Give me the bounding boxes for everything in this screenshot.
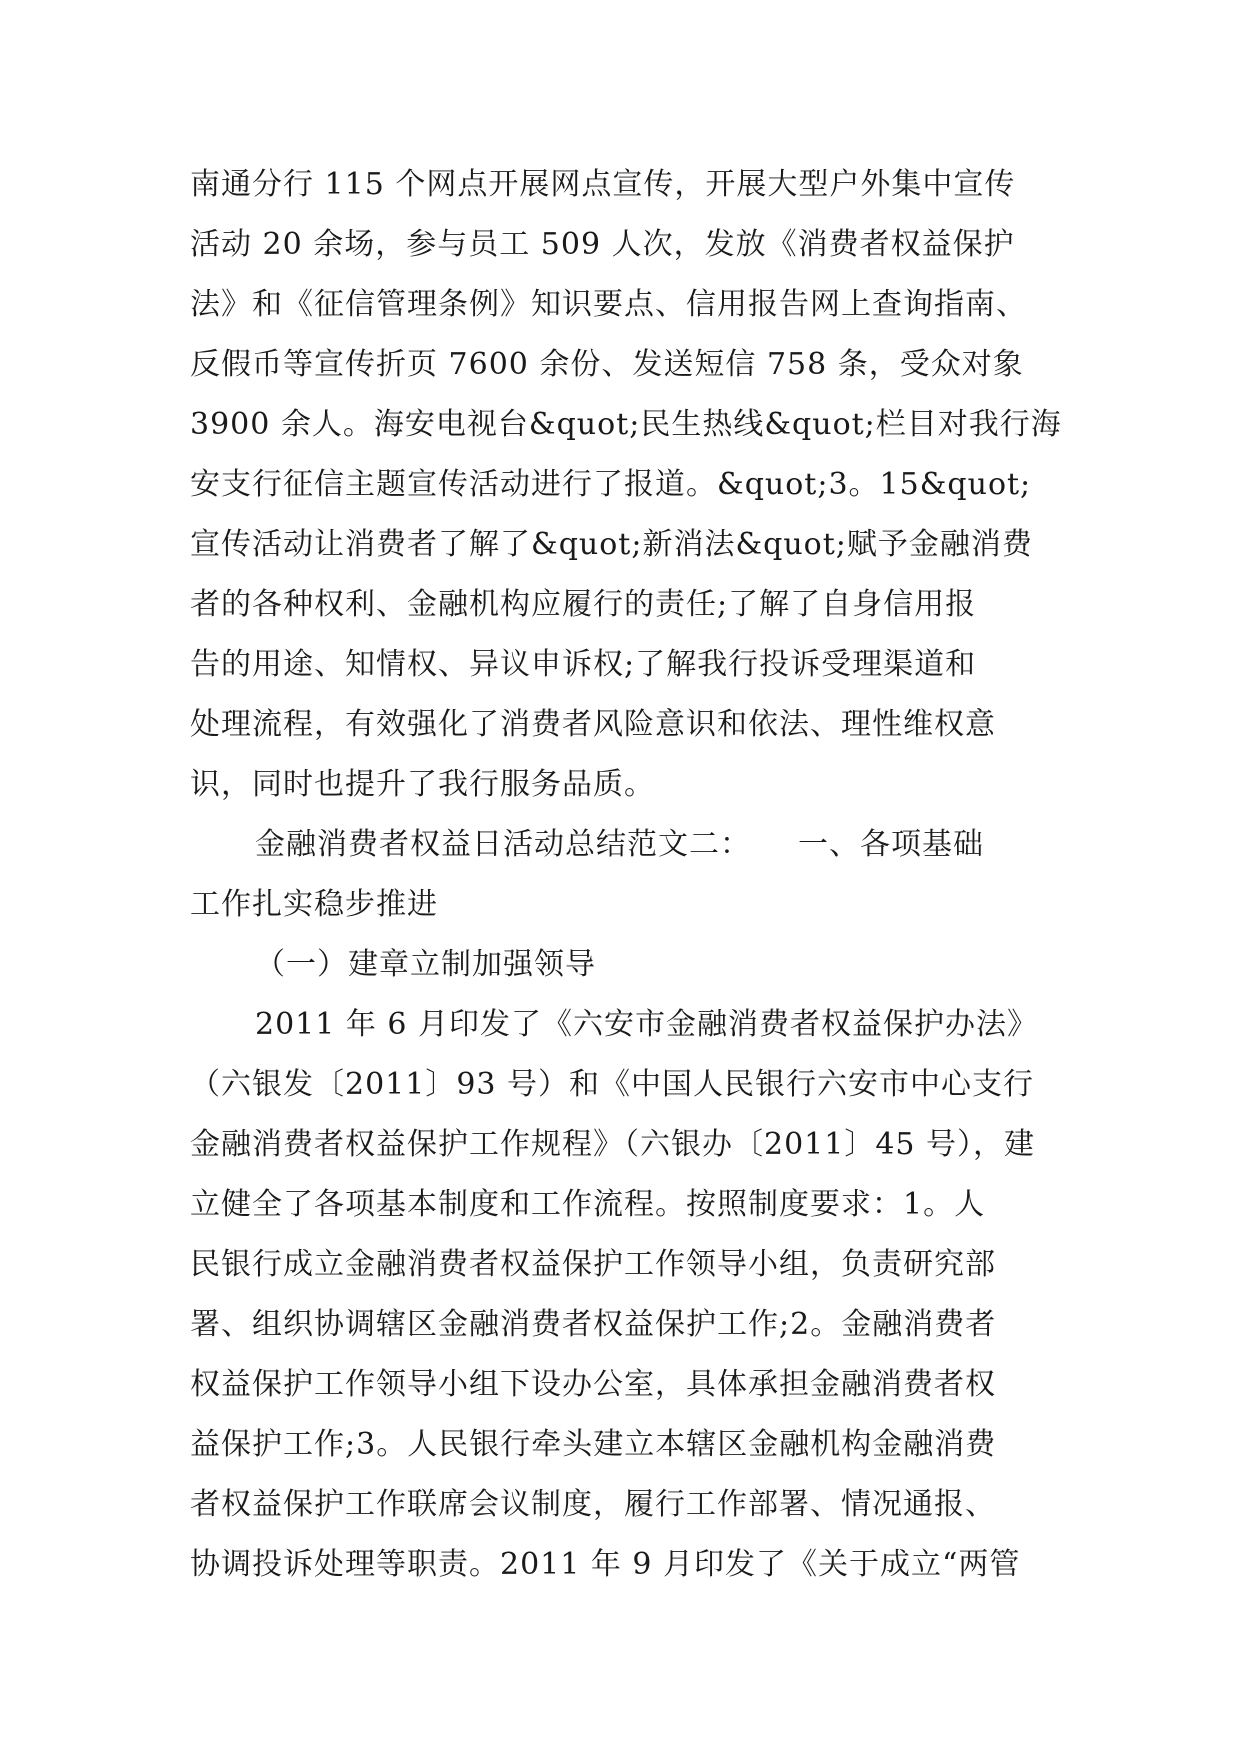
text-line: 反假币等宣传折页 7600 余份、发送短信 758 条，受众对象: [190, 347, 1024, 382]
text-line: 金融消费者权益保护工作规程》（六银办〔2011〕45 号），建: [190, 1127, 1036, 1162]
text-line: 权益保护工作领导小组下设办公室，具体承担金融消费者权: [190, 1367, 996, 1402]
subsection-heading: （一）建章立制加强领导: [255, 947, 596, 982]
text-line: （六银发〔2011〕93 号）和《中国人民银行六安市中心支行: [190, 1067, 1035, 1102]
text-line: 处理流程，有效强化了消费者风险意识和依法、理性维权意: [190, 707, 996, 742]
text-line: 南通分行 115 个网点开展网点宣传，开展大型户外集中宣传: [190, 167, 1016, 202]
text-line: 者权益保护工作联席会议制度，履行工作部署、情况通报、: [190, 1487, 996, 1522]
text-line: 2011 年 6 月印发了《六安市金融消费者权益保护办法》: [255, 1007, 1039, 1042]
text-line: 益保护工作;3。人民银行牵头建立本辖区金融机构金融消费: [190, 1427, 997, 1462]
text-line: 告的用途、知情权、异议申诉权;了解我行投诉受理渠道和: [190, 647, 977, 682]
text-line: 者的各种权利、金融机构应履行的责任;了解了自身信用报: [190, 587, 977, 622]
text-line: 民银行成立金融消费者权益保护工作领导小组，负责研究部: [190, 1247, 996, 1282]
text-line: 安支行征信主题宣传活动进行了报道。&quot;3。15&quot;: [190, 467, 1032, 502]
text-line: 立健全了各项基本制度和工作流程。按照制度要求：1。人: [190, 1187, 986, 1222]
section-heading-line: 工作扎实稳步推进: [190, 887, 438, 922]
text-line: 宣传活动让消费者了解了&quot;新消法&quot;赋予金融消费: [190, 527, 1033, 562]
document-body: [190, 155, 1060, 1595]
text-line: 署、组织协调辖区金融消费者权益保护工作;2。金融消费者: [190, 1307, 997, 1342]
text-line: 3900 余人。海安电视台&quot;民生热线&quot;栏目对我行海: [190, 407, 1062, 442]
text-line: 活动 20 余场，参与员工 509 人次，发放《消费者权益保护: [190, 227, 1015, 262]
text-line: 协调投诉处理等职责。2011 年 9 月印发了《关于成立“两管: [190, 1547, 1021, 1582]
text-line: 法》和《征信管理条例》知识要点、信用报告网上查询指南、: [190, 287, 1027, 322]
text-line: 识，同时也提升了我行服务品质。: [190, 767, 655, 802]
section-heading-line: 金融消费者权益日活动总结范文二： 一、各项基础: [255, 827, 984, 862]
